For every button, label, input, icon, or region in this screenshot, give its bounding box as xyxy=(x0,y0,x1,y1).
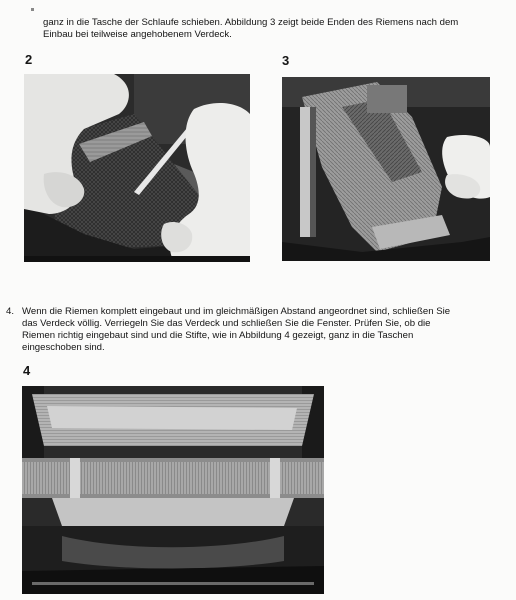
figure-2-number: 2 xyxy=(25,52,33,67)
step-4-line-3: Riemen richtig eingebaut sind und die Stifte, wie in Abbildung 4 gezeigt, ganz in die Taschen xyxy=(22,330,414,341)
figure-2-photo xyxy=(24,74,250,262)
step-4-line-4: eingeschoben sind. xyxy=(22,342,105,353)
intro-line-1: ganz in die Tasche der Schlaufe schieben. Abbildung 3 zeigt beide Enden des Riemens nach dem xyxy=(43,17,459,28)
step-4-line-2: das Verdeck völlig. Verriegeln Sie das Verdeck und schließen Sie die Fenster. Prüfen Sie, ob die xyxy=(22,318,431,329)
figure-3-photo xyxy=(282,77,490,261)
step-4-number: 4. xyxy=(6,306,15,317)
scan-mark xyxy=(31,8,34,11)
intro-line-2: Einbau bei teilweise angehobenem Verdeck. xyxy=(43,29,232,40)
figure-3-number: 3 xyxy=(282,53,290,68)
figure-4-number: 4 xyxy=(23,363,31,378)
step-4-line-1: Wenn die Riemen komplett eingebaut und im gleichmäßigen Abstand angeordnet sind, schließen Sie xyxy=(22,306,451,317)
figure-4-photo xyxy=(22,386,324,594)
